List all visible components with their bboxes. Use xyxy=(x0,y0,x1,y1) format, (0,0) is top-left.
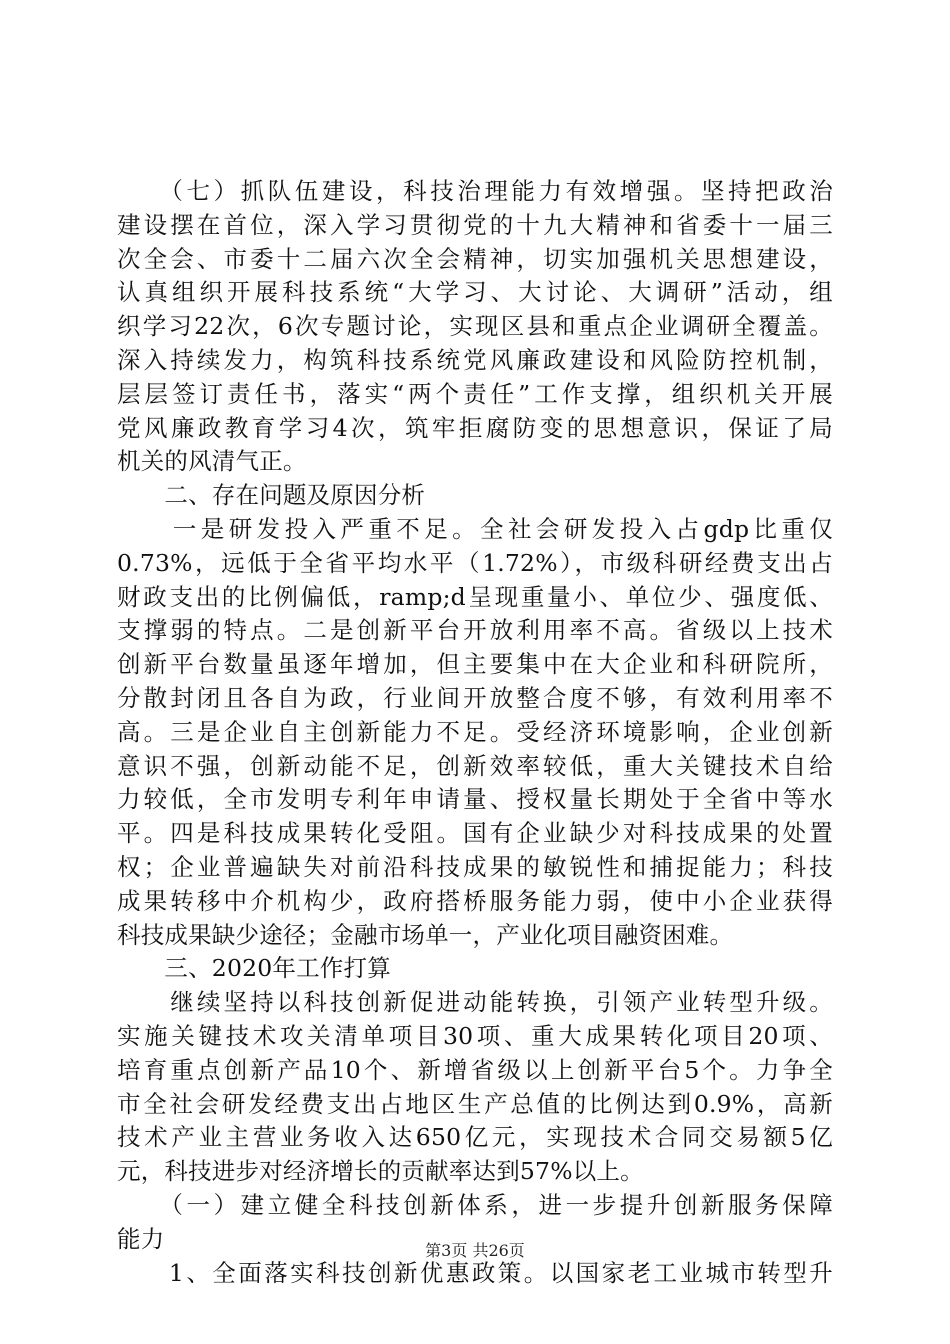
text-line: 技术产业主营业务收入达650亿元，实现技术合同交易额5亿 xyxy=(117,1123,833,1152)
text-line: 市全社会研发经费支出占地区生产总值的比例达到0.9%，高新 xyxy=(117,1089,833,1118)
text-line: 权；企业普遍缺失对前沿科技成果的敏锐性和捕捉能力；科技 xyxy=(117,852,833,881)
text-line: 深入持续发力，构筑科技系统党风廉政建设和风险防控机制， xyxy=(117,345,833,374)
text-line: 意识不强，创新动能不足，创新效率较低，重大关键技术自给 xyxy=(117,751,833,780)
document-body xyxy=(117,175,833,1290)
text-line: 机关的风清气正。 xyxy=(117,447,307,476)
text-line: 培育重点创新产品10个、新增省级以上创新平台5个。力争全 xyxy=(117,1055,833,1084)
text-line: 能力 xyxy=(117,1224,165,1253)
text-line: 织学习22次，6次专题讨论，实现区县和重点企业调研全覆盖。 xyxy=(117,312,833,341)
text-line: （一）建立健全科技创新体系，进一步提升创新服务保障 xyxy=(117,1190,833,1219)
text-line: 力较低，全市发明专利年申请量、授权量长期处于全省中等水 xyxy=(117,785,833,814)
text-line: 层层签订责任书，落实“两个责任”工作支撑，组织机关开展 xyxy=(117,379,833,408)
page-number-footer: 第3页 共26页 xyxy=(425,1241,525,1260)
text-line: （七）抓队伍建设，科技治理能力有效增强。坚持把政治 xyxy=(117,177,833,205)
text-line: 1、全面落实科技创新优惠政策。以国家老工业城市转型升 xyxy=(117,1258,833,1287)
text-line: 二、存在问题及原因分析 xyxy=(117,481,426,510)
text-line: 支撑弱的特点。二是创新平台开放利用率不高。省级以上技术 xyxy=(117,616,833,645)
text-line: 元，科技进步对经济增长的贡献率达到57%以上。 xyxy=(117,1157,644,1186)
text-line: 建设摆在首位，深入学习贯彻党的十九大精神和省委十一届三 xyxy=(117,210,833,239)
text-line: 成果转移中介机构少，政府搭桥服务能力弱，使中小企业获得 xyxy=(117,886,833,915)
text-line: 党风廉政教育学习4次，筑牢拒腐防变的思想意识，保证了局 xyxy=(117,413,833,442)
text-line: 科技成果缺少途径；金融市场单一，产业化项目融资困难。 xyxy=(117,920,734,949)
text-line: 平。四是科技成果转化受阻。国有企业缺少对科技成果的处置 xyxy=(117,819,833,848)
text-line: 三、2020年工作打算 xyxy=(117,954,391,983)
text-line: 认真组织开展科技系统“大学习、大讨论、大调研”活动，组 xyxy=(117,278,833,307)
text-line: 0.73%，远低于全省平均水平（1.72%），市级科研经费支出占 xyxy=(117,548,833,577)
text-line: 一是研发投入严重不足。全社会研发投入占gdp比重仅 xyxy=(117,514,833,543)
text-line: 创新平台数量虽逐年增加，但主要集中在大企业和科研院所， xyxy=(117,650,833,679)
text-line: 次全会、市委十二届六次全会精神，切实加强机关思想建设， xyxy=(117,244,833,273)
text-line: 继续坚持以科技创新促进动能转换，引领产业转型升级。 xyxy=(117,988,833,1017)
text-line: 高。三是企业自主创新能力不足。受经济环境影响，企业创新 xyxy=(117,717,833,746)
text-line: 实施关键技术攻关清单项目30项、重大成果转化项目20项、 xyxy=(117,1021,833,1050)
text-line: 财政支出的比例偏低，ramp;d呈现重量小、单位少、强度低、 xyxy=(117,582,833,611)
text-line: 分散封闭且各自为政，行业间开放整合度不够，有效利用率不 xyxy=(117,683,833,712)
